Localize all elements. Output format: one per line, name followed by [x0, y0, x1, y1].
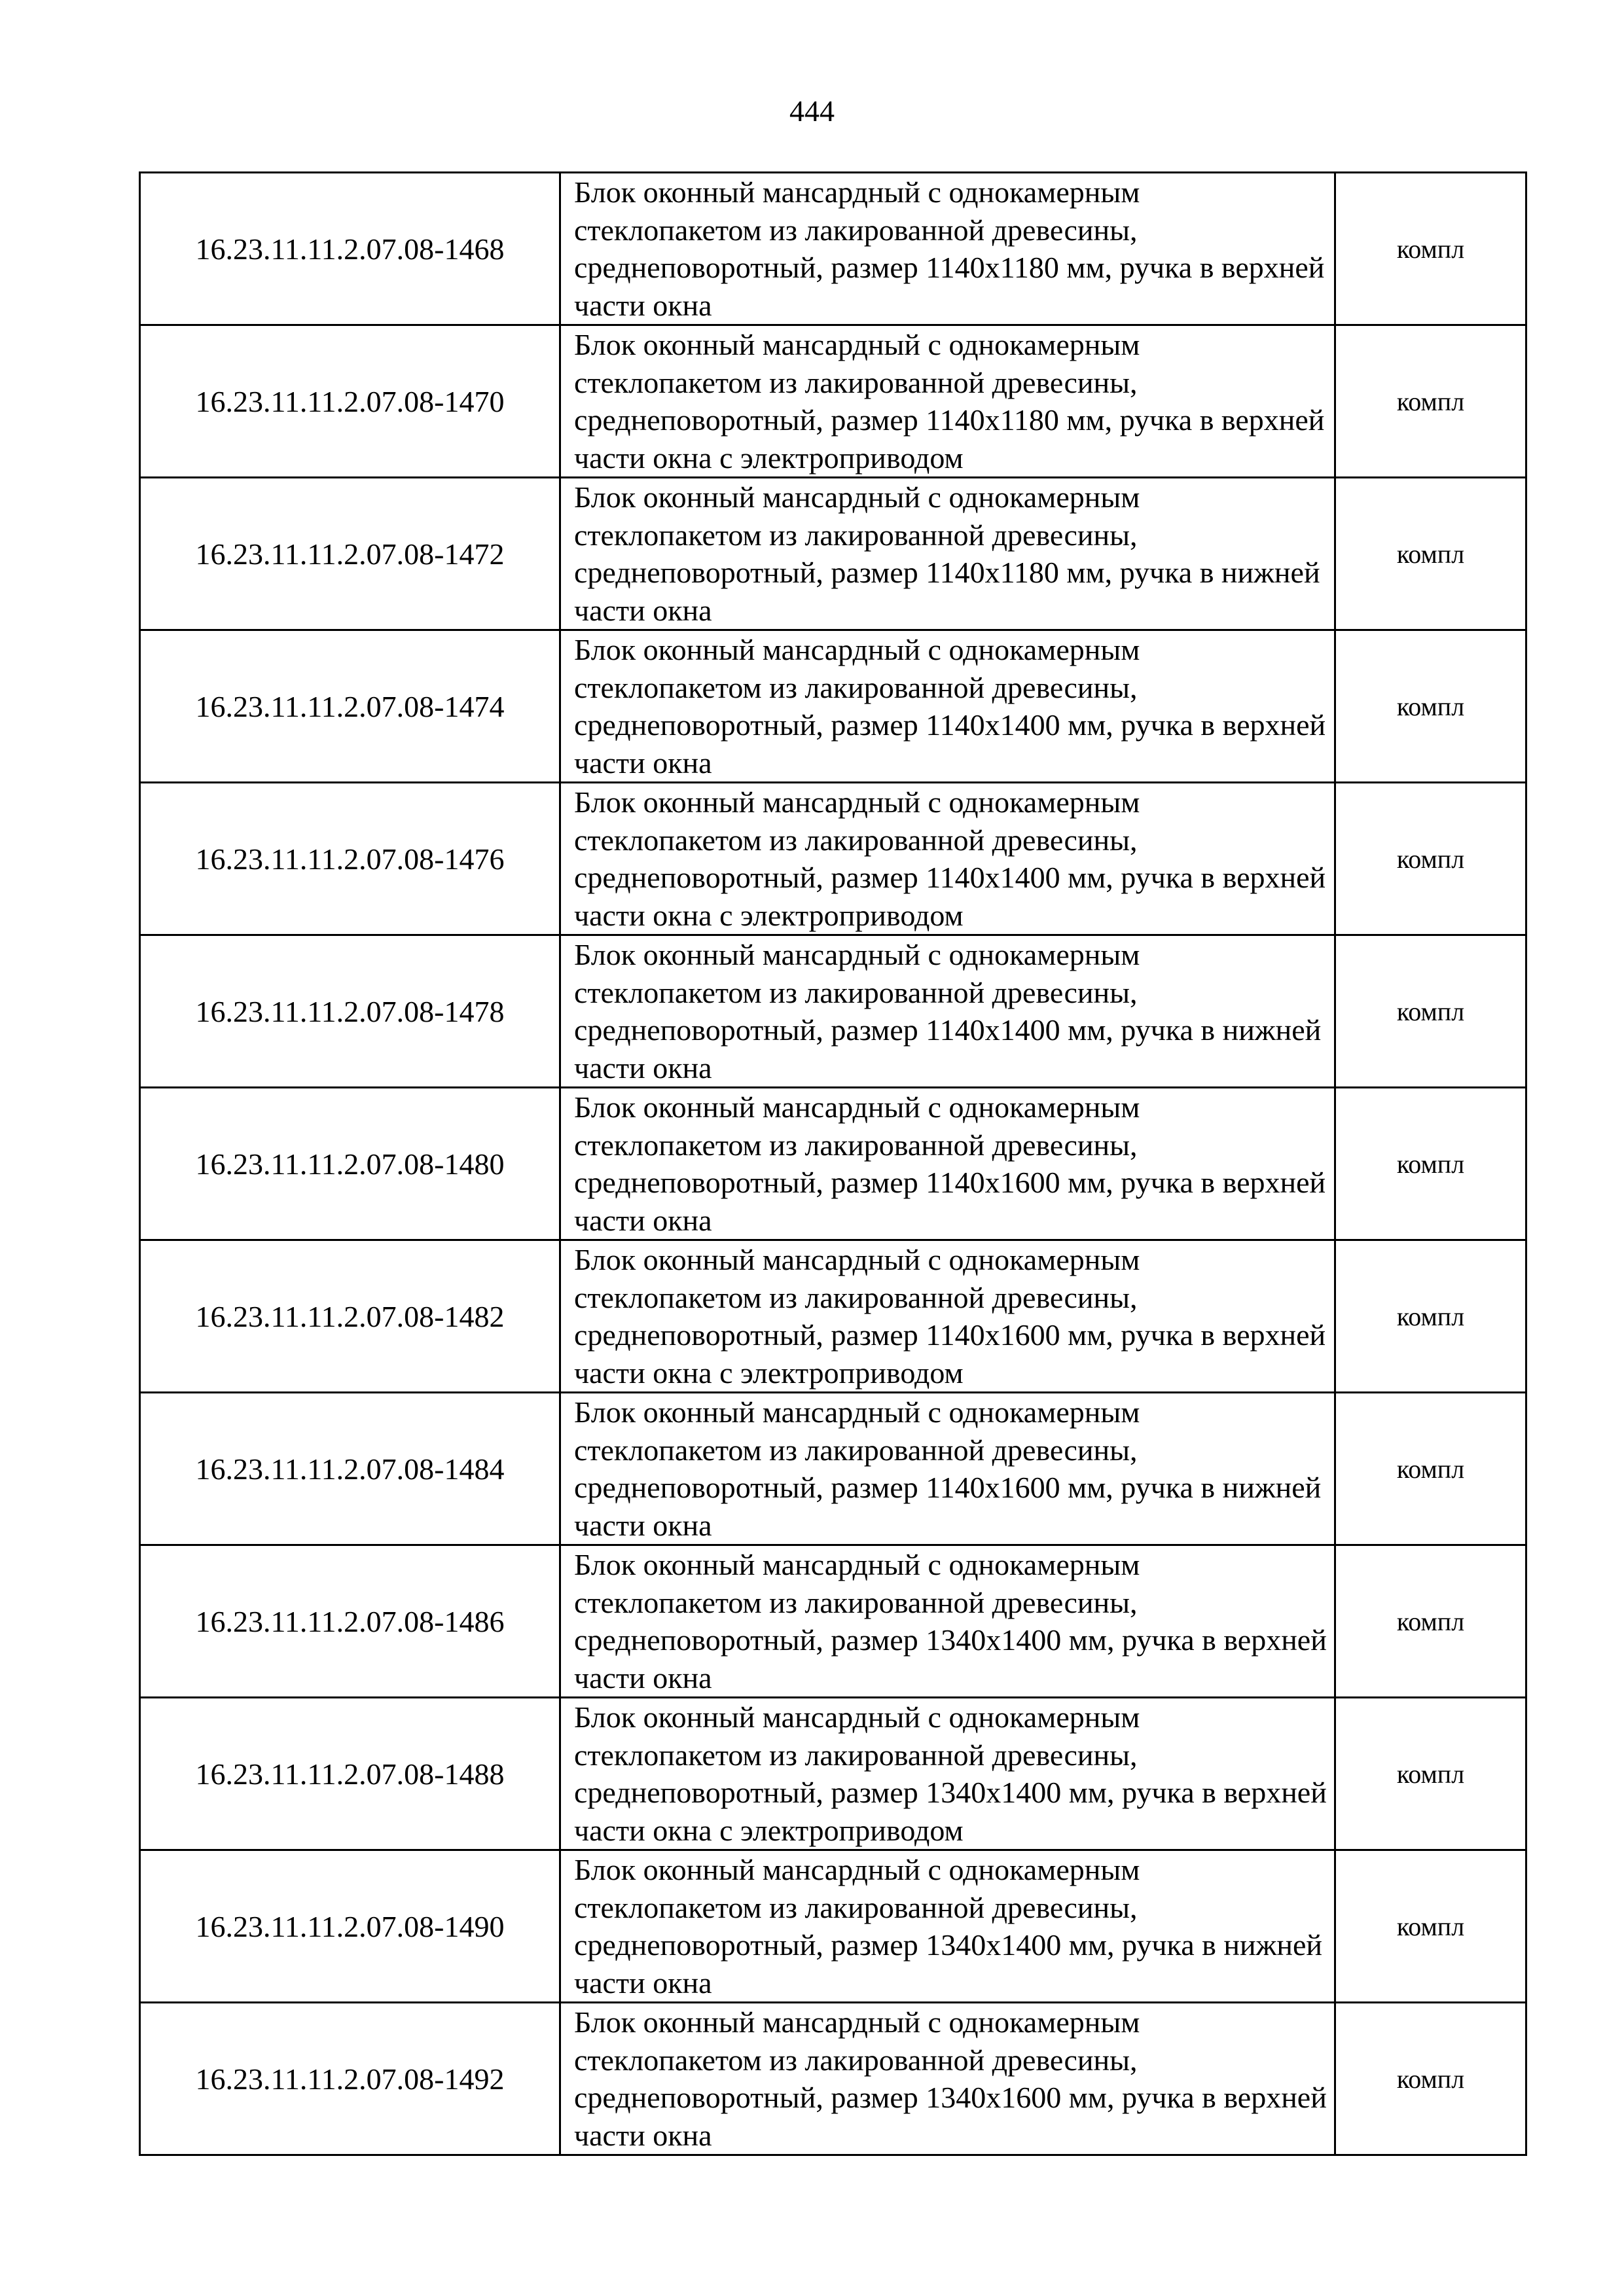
item-code: 16.23.11.11.2.07.08-1482 [140, 1240, 560, 1393]
table-row [140, 1850, 1526, 2003]
item-unit: компл [1335, 783, 1526, 935]
table-row [140, 1393, 1526, 1545]
item-description: Блок оконный мансардный с однокамерным стеклопакетом из лакированной древесины, среднеповоротный, размер 1140х1600 мм, ручка в верхней части окна с электроприводом [560, 1240, 1335, 1393]
item-unit: компл [1335, 2003, 1526, 2155]
item-unit: компл [1335, 1393, 1526, 1545]
table-row [140, 173, 1526, 325]
table-row [140, 1545, 1526, 1698]
item-code: 16.23.11.11.2.07.08-1468 [140, 173, 560, 325]
item-description: Блок оконный мансардный с однокамерным стеклопакетом из лакированной древесины, среднеповоротный, размер 1140х1400 мм, ручка в верхней части окна [560, 630, 1335, 783]
items-table [139, 171, 1527, 2156]
item-unit: компл [1335, 1240, 1526, 1393]
item-unit: компл [1335, 173, 1526, 325]
item-description: Блок оконный мансардный с однокамерным стеклопакетом из лакированной древесины, среднеповоротный, размер 1340х1400 мм, ручка в верхней части окна [560, 1545, 1335, 1698]
item-unit: компл [1335, 1088, 1526, 1240]
item-unit: компл [1335, 325, 1526, 478]
item-unit: компл [1335, 1698, 1526, 1850]
table-row [140, 1698, 1526, 1850]
table-row [140, 1088, 1526, 1240]
item-code: 16.23.11.11.2.07.08-1478 [140, 935, 560, 1088]
item-unit: компл [1335, 1545, 1526, 1698]
table-row [140, 935, 1526, 1088]
item-code: 16.23.11.11.2.07.08-1480 [140, 1088, 560, 1240]
item-unit: компл [1335, 630, 1526, 783]
item-unit: компл [1335, 935, 1526, 1088]
item-code: 16.23.11.11.2.07.08-1474 [140, 630, 560, 783]
item-code: 16.23.11.11.2.07.08-1476 [140, 783, 560, 935]
item-description: Блок оконный мансардный с однокамерным стеклопакетом из лакированной древесины, среднеповоротный, размер 1140х1600 мм, ручка в верхней части окна [560, 1088, 1335, 1240]
item-description: Блок оконный мансардный с однокамерным стеклопакетом из лакированной древесины, среднеповоротный, размер 1140х1400 мм, ручка в нижней части окна [560, 935, 1335, 1088]
item-description: Блок оконный мансардный с однокамерным стеклопакетом из лакированной древесины, среднеповоротный, размер 1140х1180 мм, ручка в нижней части окна [560, 478, 1335, 630]
item-code: 16.23.11.11.2.07.08-1484 [140, 1393, 560, 1545]
item-code: 16.23.11.11.2.07.08-1488 [140, 1698, 560, 1850]
item-unit: компл [1335, 1850, 1526, 2003]
table-row [140, 325, 1526, 478]
page-number: 444 [789, 94, 835, 128]
item-code: 16.23.11.11.2.07.08-1470 [140, 325, 560, 478]
item-code: 16.23.11.11.2.07.08-1472 [140, 478, 560, 630]
item-description: Блок оконный мансардный с однокамерным стеклопакетом из лакированной древесины, среднеповоротный, размер 1340х1600 мм, ручка в верхней части окна [560, 2003, 1335, 2155]
items-table-body [140, 173, 1526, 2155]
item-description: Блок оконный мансардный с однокамерным стеклопакетом из лакированной древесины, среднеповоротный, размер 1340х1400 мм, ручка в нижней части окна [560, 1850, 1335, 2003]
item-code: 16.23.11.11.2.07.08-1492 [140, 2003, 560, 2155]
item-description: Блок оконный мансардный с однокамерным стеклопакетом из лакированной древесины, среднеповоротный, размер 1140х1180 мм, ручка в верхней части окна [560, 173, 1335, 325]
table-row [140, 2003, 1526, 2155]
item-description: Блок оконный мансардный с однокамерным стеклопакетом из лакированной древесины, среднеповоротный, размер 1140х1180 мм, ручка в верхней части окна с электроприводом [560, 325, 1335, 478]
table-row [140, 478, 1526, 630]
item-description: Блок оконный мансардный с однокамерным стеклопакетом из лакированной древесины, среднеповоротный, размер 1140х1400 мм, ручка в верхней части окна с электроприводом [560, 783, 1335, 935]
table-row [140, 630, 1526, 783]
item-unit: компл [1335, 478, 1526, 630]
item-code: 16.23.11.11.2.07.08-1486 [140, 1545, 560, 1698]
table-row [140, 1240, 1526, 1393]
item-description: Блок оконный мансардный с однокамерным стеклопакетом из лакированной древесины, среднеповоротный, размер 1340х1400 мм, ручка в верхней части окна с электроприводом [560, 1698, 1335, 1850]
item-code: 16.23.11.11.2.07.08-1490 [140, 1850, 560, 2003]
table-row [140, 783, 1526, 935]
item-description: Блок оконный мансардный с однокамерным стеклопакетом из лакированной древесины, среднеповоротный, размер 1140х1600 мм, ручка в нижней части окна [560, 1393, 1335, 1545]
